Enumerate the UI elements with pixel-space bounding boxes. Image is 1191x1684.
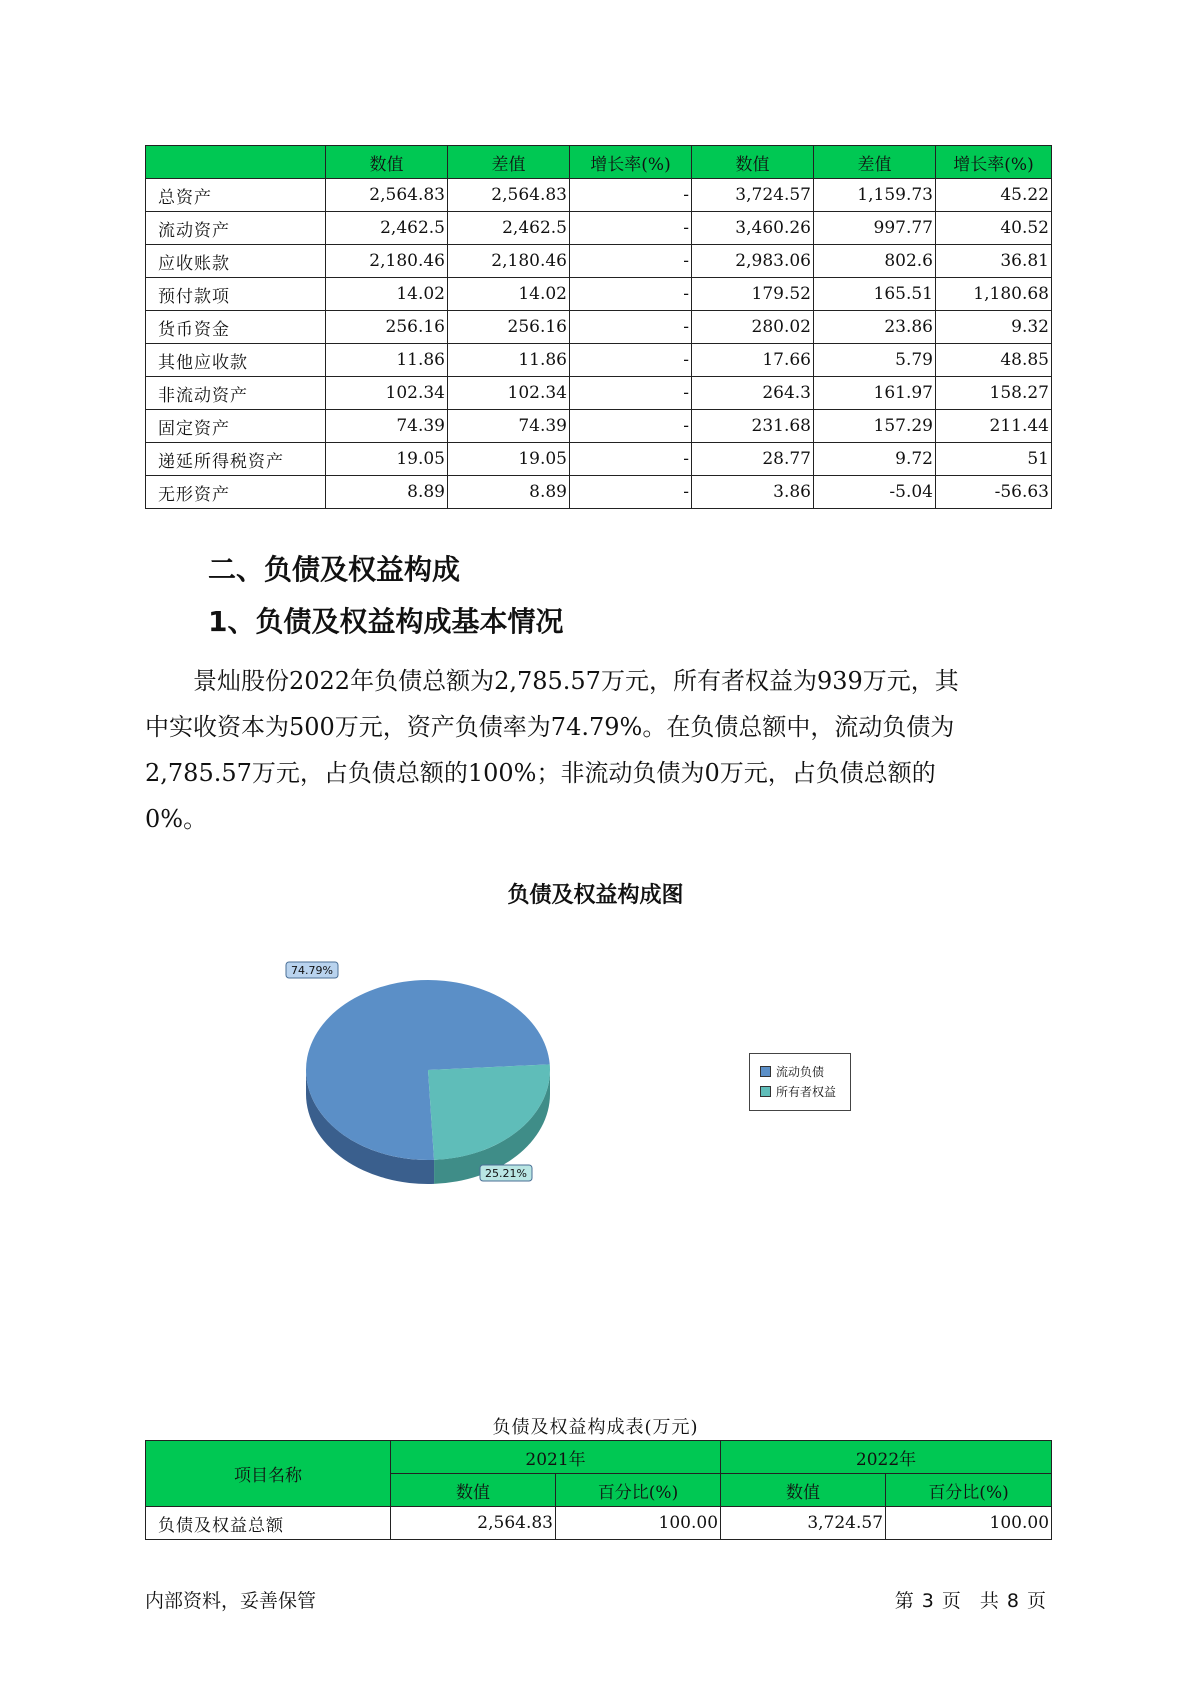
col-header: 数值 — [326, 146, 448, 179]
table-cell: 997.77 — [814, 212, 936, 245]
table-cell: - — [570, 476, 692, 509]
footer-confidential-note: 内部资料，妥善保管 — [145, 1590, 317, 1612]
liability-equity-table — [145, 1440, 1052, 1540]
paragraph-line: 景灿股份2022年负债总额为2,785.57万元，所有者权益为939万元，其 — [145, 667, 959, 695]
table-cell: 1,180.68 — [936, 278, 1052, 311]
table-cell: 51 — [936, 443, 1052, 476]
pie-chart — [270, 950, 610, 1190]
table-cell: -5.04 — [814, 476, 936, 509]
table-caption: 负债及权益构成表(万元) — [492, 1417, 699, 1438]
chart-title: 负债及权益构成图 — [507, 883, 684, 908]
asset-table — [145, 145, 1052, 509]
table-cell: - — [570, 179, 692, 212]
table-cell: 14.02 — [448, 278, 570, 311]
table-cell: 8.89 — [448, 476, 570, 509]
table-cell: 48.85 — [936, 344, 1052, 377]
table-cell: 3,460.26 — [692, 212, 814, 245]
page-prefix: 第 — [894, 1590, 914, 1612]
table-row — [146, 443, 1052, 476]
legend-label: 所有者权益 — [776, 1084, 837, 1099]
table-cell: 74.39 — [448, 410, 570, 443]
table-cell: 100.00 — [886, 1507, 1052, 1540]
table-cell: 2,983.06 — [692, 245, 814, 278]
page-current: 3 — [921, 1590, 934, 1612]
table-cell: 102.34 — [448, 377, 570, 410]
table-cell: - — [570, 212, 692, 245]
table-cell: 2,564.83 — [326, 179, 448, 212]
page-total: 8 — [1006, 1590, 1019, 1612]
table-cell: 2,462.5 — [448, 212, 570, 245]
col-header: 数值 — [692, 146, 814, 179]
table-cell: - — [570, 245, 692, 278]
legend-item — [760, 1083, 836, 1099]
col-header: 差值 — [448, 146, 570, 179]
row-label: 负债及权益总额 — [146, 1507, 391, 1540]
col-header-year-2022: 2022年 — [721, 1441, 1052, 1474]
table-cell: 2,564.83 — [391, 1507, 556, 1540]
table-cell: 179.52 — [692, 278, 814, 311]
table-cell: 3,724.57 — [692, 179, 814, 212]
legend-item — [760, 1063, 824, 1079]
subsection-heading: 1、负债及权益构成基本情况 — [208, 605, 564, 638]
table-cell: 9.72 — [814, 443, 936, 476]
pie-data-label-text: 25.21% — [485, 1167, 527, 1180]
sub-header: 数值 — [721, 1474, 886, 1507]
row-label: 其他应收款 — [146, 344, 326, 377]
table-cell: 19.05 — [448, 443, 570, 476]
chart-legend — [749, 1053, 851, 1111]
table-cell: 165.51 — [814, 278, 936, 311]
table-cell: 3.86 — [692, 476, 814, 509]
table-cell: 40.52 — [936, 212, 1052, 245]
table-cell: 2,180.46 — [326, 245, 448, 278]
table-row — [146, 377, 1052, 410]
paragraph-line: 0%。 — [145, 805, 208, 833]
table-cell: 36.81 — [936, 245, 1052, 278]
legend-swatch — [760, 1066, 771, 1077]
table-cell: 11.86 — [448, 344, 570, 377]
table-cell: 11.86 — [326, 344, 448, 377]
paragraph-line: 2,785.57万元，占负债总额的100%；非流动负债为0万元，占负债总额的 — [145, 759, 936, 787]
table-cell: 74.39 — [326, 410, 448, 443]
col-header-year-2021: 2021年 — [391, 1441, 721, 1474]
pie-slice-1 — [428, 1064, 550, 1160]
table-cell: 158.27 — [936, 377, 1052, 410]
table-cell: 14.02 — [326, 278, 448, 311]
table-cell: 3,724.57 — [721, 1507, 886, 1540]
table-row — [146, 344, 1052, 377]
row-label: 流动资产 — [146, 212, 326, 245]
table-cell: - — [570, 344, 692, 377]
row-label: 无形资产 — [146, 476, 326, 509]
pie-data-label — [286, 962, 338, 978]
col-header: 差值 — [814, 146, 936, 179]
row-label: 固定资产 — [146, 410, 326, 443]
section-heading: 二、负债及权益构成 — [208, 553, 461, 586]
table-cell: - — [570, 311, 692, 344]
table-cell: - — [570, 278, 692, 311]
table-cell: 28.77 — [692, 443, 814, 476]
table-cell: 23.86 — [814, 311, 936, 344]
row-label: 非流动资产 — [146, 377, 326, 410]
table-cell: 231.68 — [692, 410, 814, 443]
table-row — [146, 245, 1052, 278]
table-row — [146, 311, 1052, 344]
page-mid: 页 共 — [941, 1590, 999, 1612]
pie-data-label — [480, 1165, 532, 1181]
row-label: 货币资金 — [146, 311, 326, 344]
legend-swatch — [760, 1086, 771, 1097]
table-cell: 45.22 — [936, 179, 1052, 212]
table-cell: 1,159.73 — [814, 179, 936, 212]
page-suffix: 页 — [1026, 1590, 1046, 1612]
col-header-item-name: 项目名称 — [146, 1441, 391, 1507]
table-cell: 19.05 — [326, 443, 448, 476]
col-header — [146, 146, 326, 179]
table-cell: 102.34 — [326, 377, 448, 410]
sub-header: 百分比(%) — [886, 1474, 1052, 1507]
footer-page-number — [891, 1586, 1050, 1613]
table-cell: - — [570, 377, 692, 410]
table-row — [146, 476, 1052, 509]
legend-label: 流动负债 — [776, 1064, 825, 1079]
table-cell: 17.66 — [692, 344, 814, 377]
table-cell: 256.16 — [326, 311, 448, 344]
table-cell: 161.97 — [814, 377, 936, 410]
table-cell: 264.3 — [692, 377, 814, 410]
table-cell: 2,180.46 — [448, 245, 570, 278]
table-cell: 2,462.5 — [326, 212, 448, 245]
table-row — [146, 212, 1052, 245]
paragraph-line: 中实收资本为500万元，资产负债率为74.79%。在负债总额中，流动负债为 — [145, 713, 955, 741]
table-cell: 2,564.83 — [448, 179, 570, 212]
table-cell: - — [570, 443, 692, 476]
sub-header: 数值 — [391, 1474, 556, 1507]
row-label: 预付款项 — [146, 278, 326, 311]
table-cell: 9.32 — [936, 311, 1052, 344]
table-cell: 256.16 — [448, 311, 570, 344]
row-label: 递延所得税资产 — [146, 443, 326, 476]
table-cell: -56.63 — [936, 476, 1052, 509]
table-cell: 211.44 — [936, 410, 1052, 443]
table-cell: - — [570, 410, 692, 443]
table-cell: 8.89 — [326, 476, 448, 509]
table-row — [146, 278, 1052, 311]
pie-data-label-text: 74.79% — [291, 964, 333, 977]
col-header: 增长率(%) — [936, 146, 1052, 179]
table-row — [146, 1507, 1052, 1540]
table-row — [146, 410, 1052, 443]
table-row — [146, 179, 1052, 212]
table-cell: 100.00 — [556, 1507, 721, 1540]
col-header: 增长率(%) — [570, 146, 692, 179]
summary-paragraph — [145, 658, 1060, 842]
sub-header: 百分比(%) — [556, 1474, 721, 1507]
row-label: 总资产 — [146, 179, 326, 212]
row-label: 应收账款 — [146, 245, 326, 278]
table-cell: 5.79 — [814, 344, 936, 377]
table-cell: 157.29 — [814, 410, 936, 443]
table-cell: 802.6 — [814, 245, 936, 278]
table-cell: 280.02 — [692, 311, 814, 344]
